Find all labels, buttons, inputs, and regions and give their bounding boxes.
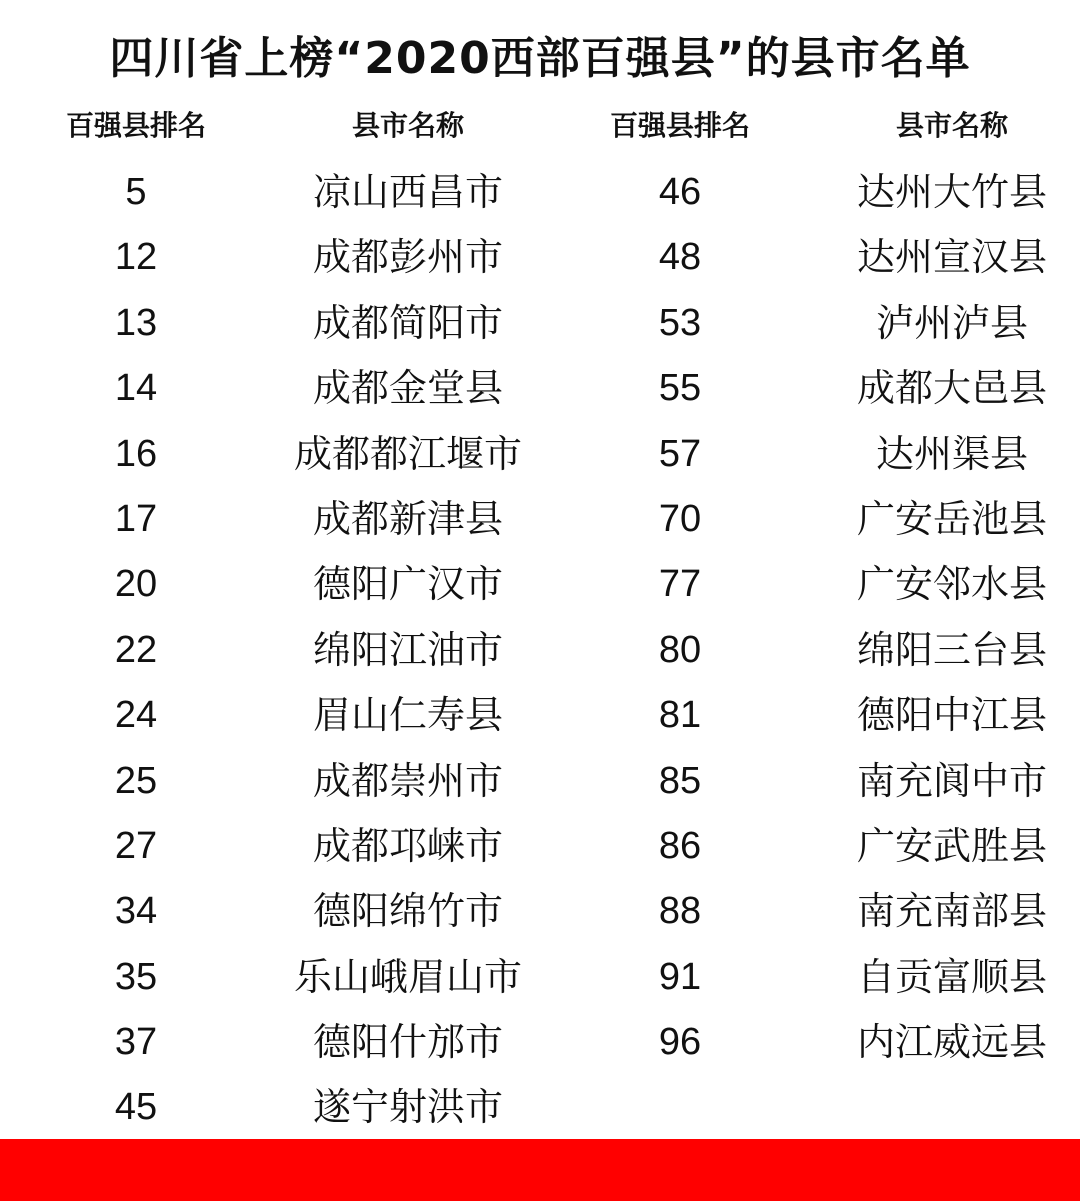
- county-name-cell: 成都彭州市: [312, 235, 503, 280]
- county-name-cell: 遂宁射洪市: [312, 1085, 503, 1130]
- rank-cell: 46: [658, 171, 702, 213]
- rank-cell: 37: [114, 1021, 158, 1064]
- county-name-cell: 成都邛崃市: [312, 823, 503, 868]
- rank-cell: 16: [114, 432, 158, 475]
- rank-cell: 14: [114, 367, 158, 410]
- county-name-cell: 成都新津县: [312, 496, 503, 541]
- header-name-right: 县市名称: [895, 109, 1008, 142]
- rank-cell: 45: [114, 1086, 158, 1129]
- county-name-cell: 达州大竹县: [856, 170, 1047, 214]
- page-title: 四川省上榜“2020西部百强县”的县市名单: [109, 33, 971, 84]
- rank-cell: 22: [114, 628, 158, 671]
- rank-cell: 27: [114, 824, 158, 867]
- county-name-cell: 成都金堂县: [312, 366, 503, 411]
- county-name-cell: 广安邻水县: [856, 562, 1047, 607]
- county-name-cell: 成都崇州市: [312, 758, 503, 803]
- rank-cell: 70: [658, 497, 702, 540]
- county-name-cell: 达州渠县: [875, 431, 1028, 476]
- rank-cell: 55: [658, 367, 702, 410]
- county-name-cell: 绵阳三台县: [856, 627, 1047, 672]
- header-name-left: 县市名称: [351, 109, 464, 142]
- rank-cell: 48: [658, 236, 702, 279]
- county-name-cell: 德阳绵竹市: [312, 889, 503, 934]
- county-name-cell: 达州宣汉县: [856, 235, 1047, 280]
- county-name-cell: 广安岳池县: [856, 496, 1047, 541]
- county-name-cell: 南充南部县: [856, 889, 1047, 934]
- rank-cell: 85: [658, 759, 702, 802]
- county-name-cell: 成都大邑县: [856, 366, 1047, 411]
- header-rank-left: 百强县排名: [65, 109, 206, 142]
- county-name-cell: 德阳广汉市: [312, 562, 503, 607]
- rank-cell: 88: [658, 890, 702, 933]
- rank-cell: 24: [114, 694, 158, 737]
- rank-cell: 86: [658, 824, 702, 867]
- rank-cell: 17: [114, 497, 158, 540]
- rank-cell: 20: [114, 563, 158, 606]
- county-name-cell: 德阳中江县: [856, 693, 1047, 738]
- county-name-cell: 眉山仁寿县: [312, 693, 503, 738]
- rank-cell: 91: [658, 955, 702, 998]
- county-name-cell: 自贡富顺县: [856, 954, 1047, 999]
- rank-cell: 13: [114, 301, 158, 344]
- rank-cell: 25: [114, 759, 158, 802]
- rank-cell: 57: [658, 432, 702, 475]
- rank-cell: 12: [114, 236, 158, 279]
- county-name-cell: 凉山西昌市: [312, 170, 503, 214]
- county-name-cell: 广安武胜县: [856, 823, 1047, 868]
- county-name-cell: 内江威远县: [856, 1020, 1047, 1065]
- county-name-cell: 绵阳江油市: [312, 627, 503, 672]
- footer-red-bar: [0, 1139, 1080, 1201]
- county-name-cell: 泸州泸县: [875, 300, 1028, 345]
- rank-cell: 35: [114, 955, 158, 998]
- county-name-cell: 成都都江堰市: [293, 431, 522, 476]
- rank-cell: 96: [658, 1021, 702, 1064]
- name-column-right: [820, 160, 1080, 1075]
- rank-cell: 77: [658, 563, 702, 606]
- name-column-left: [270, 160, 546, 1141]
- county-name-cell: 乐山峨眉山市: [293, 954, 522, 999]
- rank-column-left: [36, 160, 236, 1141]
- rank-cell: 53: [658, 301, 702, 344]
- rank-cell: 80: [658, 628, 702, 671]
- county-name-cell: 德阳什邡市: [312, 1020, 503, 1065]
- rank-column-right: [580, 160, 780, 1075]
- header-rank-right: 百强县排名: [609, 109, 750, 142]
- rank-cell: 81: [658, 694, 702, 737]
- rank-cell: 34: [114, 890, 158, 933]
- county-name-cell: 成都简阳市: [312, 300, 503, 345]
- rank-cell: 5: [125, 171, 147, 213]
- county-name-cell: 南充阆中市: [856, 758, 1047, 803]
